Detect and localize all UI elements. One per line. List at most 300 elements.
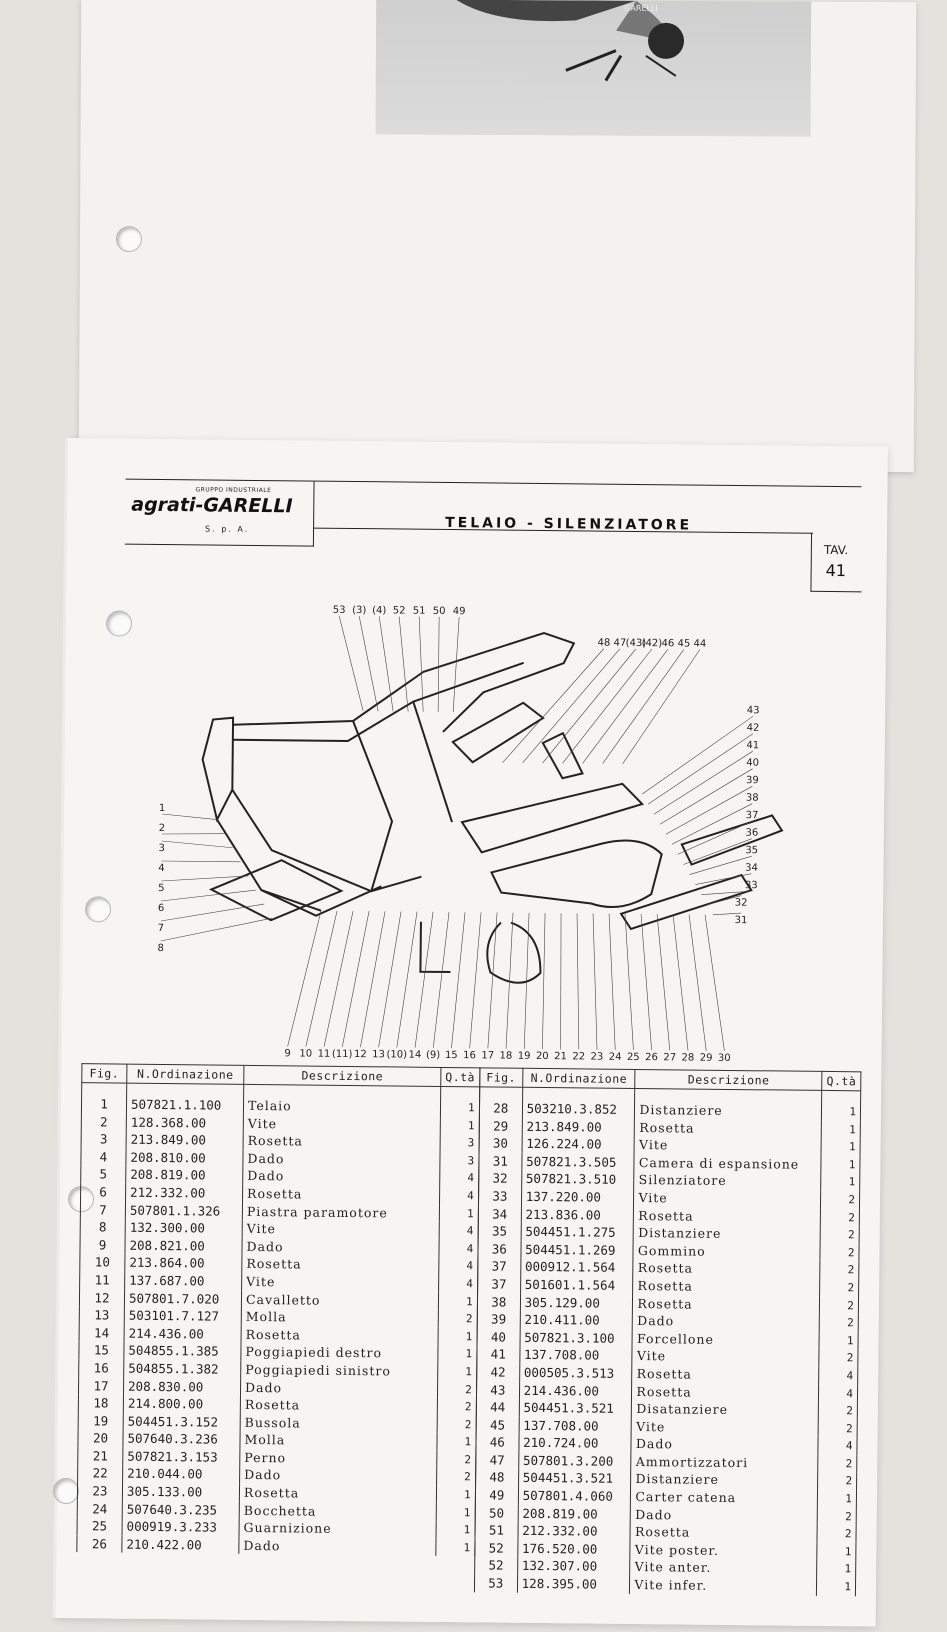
callout-label: 32 — [734, 897, 748, 909]
callout-label: 42 — [746, 722, 760, 734]
ordinazione-cell: 213.864.00 — [125, 1254, 242, 1273]
descrizione-cell: Dado — [239, 1537, 436, 1557]
ordinazione-cell: 507821.3.100 — [520, 1328, 633, 1347]
callout-label: 28 — [681, 1052, 695, 1064]
qta-cell: 1 — [438, 1328, 477, 1346]
callout-label: (43) — [625, 637, 647, 650]
col-descrizione: Descrizione — [635, 1069, 822, 1090]
callout-label: 14 — [408, 1049, 422, 1061]
callout-label: 40 — [746, 757, 760, 769]
descrizione-cell: Vite — [632, 1347, 819, 1367]
descrizione-cell: Rosetta — [633, 1277, 820, 1297]
qta-cell: 1 — [821, 1121, 860, 1139]
qta-cell: 4 — [439, 1222, 478, 1240]
ordinazione-cell: 501601.1.564 — [520, 1276, 633, 1295]
qta-cell: 1 — [440, 1086, 479, 1116]
callout-label: 45 — [677, 638, 691, 650]
qta-cell: 2 — [819, 1314, 858, 1332]
callout-label: 38 — [745, 792, 759, 804]
qta-cell: 1 — [439, 1204, 478, 1222]
callout-leader — [603, 649, 684, 765]
ordinazione-cell: 210.044.00 — [123, 1465, 240, 1484]
descrizione-cell: Rosetta — [632, 1365, 819, 1385]
qta-cell: 2 — [437, 1416, 476, 1434]
parts-table-right — [474, 1067, 861, 1596]
motorcycle-image — [376, 0, 812, 137]
ordinazione-cell: 504451.3.521 — [518, 1469, 631, 1488]
qta-cell: 2 — [817, 1508, 856, 1526]
callout-label: (9) — [426, 1049, 441, 1061]
qta-cell: 1 — [437, 1433, 476, 1451]
callout-label: 39 — [746, 775, 759, 787]
callout-leader — [161, 889, 256, 902]
fig-cell: 1 — [81, 1083, 126, 1114]
callout-label: 37 — [745, 810, 759, 822]
fig-cell: 24 — [77, 1500, 122, 1518]
qta-cell: 1 — [821, 1173, 860, 1191]
descrizione-cell: Vite anter. — [630, 1558, 817, 1578]
callout-label: 22 — [572, 1051, 586, 1063]
ordinazione-cell: 213.849.00 — [522, 1117, 635, 1136]
fig-cell: 22 — [78, 1465, 123, 1483]
table-row — [474, 1574, 855, 1596]
callout-leader — [358, 616, 379, 711]
descrizione-cell: Dado — [631, 1506, 818, 1526]
callout-leader — [161, 903, 264, 922]
callout-label: 10 — [299, 1048, 313, 1060]
callout-label: 48 — [597, 637, 611, 649]
diagram-callouts — [156, 603, 760, 1064]
ordinazione-cell: 176.520.00 — [517, 1540, 630, 1559]
fig-cell: 10 — [80, 1254, 125, 1272]
qta-cell: 1 — [438, 1292, 477, 1310]
fig-cell: 7 — [80, 1201, 125, 1219]
parts-table — [76, 1063, 862, 1631]
fig-cell: 15 — [79, 1341, 124, 1359]
callout-label: 7 — [157, 922, 165, 935]
qta-cell: 4 — [440, 1169, 479, 1187]
descrizione-cell: Cavalletto — [241, 1290, 438, 1310]
ordinazione-cell: 137.708.00 — [519, 1416, 632, 1435]
callout-label: 25 — [626, 1051, 640, 1064]
table-row — [479, 1087, 860, 1121]
descrizione-cell: Disatanziere — [632, 1400, 819, 1420]
qta-cell: 1 — [436, 1504, 475, 1522]
callout-leader — [608, 914, 617, 1050]
callout-leader — [704, 915, 726, 1051]
ordinazione-cell: 504451.1.269 — [521, 1241, 634, 1260]
fig-cell: 12 — [79, 1289, 124, 1307]
callout-leader — [162, 814, 217, 820]
callout-label: 6 — [157, 902, 165, 915]
fig-cell: 46 — [476, 1434, 519, 1452]
qta-cell: 2 — [437, 1380, 476, 1398]
ordinazione-cell: 507640.3.236 — [123, 1430, 240, 1449]
ordinazione-cell: 214.436.00 — [124, 1324, 241, 1343]
callout-label: (4) — [372, 605, 387, 617]
ordinazione-cell: 507821.3.510 — [521, 1170, 634, 1189]
descrizione-cell: Poggiapiedi destro — [241, 1343, 438, 1363]
callout-label: (42) — [641, 638, 663, 650]
fig-cell: 39 — [477, 1310, 520, 1328]
logo-group-text: GRUPPO INDUSTRIALE — [195, 486, 272, 495]
page-title: TELAIO - SILENZIATORE — [445, 514, 693, 534]
callout-leader — [640, 914, 653, 1050]
qta-cell: 2 — [818, 1472, 857, 1490]
descrizione-cell: Vite — [632, 1418, 819, 1438]
qta-cell: 2 — [820, 1261, 859, 1279]
callout-label: 24 — [608, 1051, 622, 1063]
callout-leader — [162, 841, 233, 848]
descrizione-cell: Bocchetta — [239, 1502, 436, 1522]
col-fig: Fig. — [480, 1068, 523, 1087]
logo-name: agrati-GARELLI — [131, 493, 293, 518]
callout-leader — [397, 911, 417, 1047]
callout-label: 20 — [535, 1050, 549, 1063]
callout-label: 49 — [452, 606, 466, 618]
ordinazione-cell: 210.724.00 — [519, 1434, 632, 1453]
fig-cell: 16 — [79, 1359, 124, 1377]
callout-leader — [623, 649, 700, 765]
exploded-diagram — [120, 589, 861, 1067]
callout-leader — [451, 912, 465, 1048]
callout-label: 27 — [663, 1052, 677, 1064]
callout-label: 34 — [745, 862, 758, 874]
descrizione-cell: Vite — [242, 1220, 439, 1240]
fig-cell: 3 — [81, 1130, 126, 1148]
qta-cell: 2 — [820, 1226, 859, 1244]
descrizione-cell: Dado — [240, 1378, 437, 1398]
callout-label: 53 — [332, 604, 346, 616]
fig-cell: 49 — [475, 1486, 518, 1504]
descrizione-cell: Rosetta — [632, 1382, 819, 1402]
fig-cell: 41 — [477, 1346, 520, 1364]
callout-leader — [324, 911, 353, 1047]
qta-cell: 1 — [436, 1521, 475, 1539]
fig-cell: 37 — [478, 1258, 521, 1276]
qta-cell: 2 — [437, 1398, 476, 1416]
descrizione-cell: Silenziatore — [634, 1171, 821, 1191]
ordinazione-cell: 000505.3.513 — [519, 1364, 632, 1383]
qta-cell: 2 — [820, 1279, 859, 1297]
table-row — [77, 1535, 475, 1557]
ordinazione-cell: 507801.7.020 — [124, 1289, 241, 1308]
fig-cell: 51 — [475, 1522, 518, 1540]
descrizione-cell: Ammortizzatori — [631, 1453, 818, 1473]
ordinazione-cell: 128.395.00 — [517, 1575, 630, 1594]
callout-leader — [523, 648, 620, 764]
descrizione-cell: Camera di espansione — [634, 1154, 821, 1174]
callout-leader — [288, 910, 321, 1046]
qta-cell: 1 — [436, 1539, 475, 1557]
fig-cell: 33 — [478, 1187, 521, 1205]
callout-label: 36 — [745, 827, 759, 839]
ordinazione-cell: 132.307.00 — [517, 1557, 630, 1576]
right-table-body — [474, 1087, 860, 1596]
descrizione-cell: Rosetta — [243, 1132, 440, 1152]
callout-leader — [656, 914, 672, 1050]
ordinazione-cell: 503210.3.852 — [522, 1087, 635, 1118]
callout-leader — [660, 768, 753, 825]
callout-leader — [379, 911, 401, 1047]
ordinazione-cell: 212.332.00 — [518, 1522, 631, 1541]
callout-label: 9 — [284, 1048, 291, 1060]
tav-label: TAV. — [823, 542, 849, 558]
callout-leader — [360, 911, 385, 1047]
fig-cell: 14 — [79, 1324, 124, 1342]
fig-cell: 26 — [77, 1535, 122, 1553]
ordinazione-cell: 208.819.00 — [518, 1504, 631, 1523]
callout-label: 12 — [353, 1049, 367, 1061]
qta-cell: 4 — [439, 1187, 478, 1205]
callout-label: 33 — [744, 880, 758, 892]
callout-leader — [398, 616, 409, 711]
qta-cell: 1 — [818, 1490, 857, 1508]
descrizione-cell: Rosetta — [242, 1255, 439, 1275]
col-qta: Q.tà — [441, 1067, 480, 1086]
fig-cell: 28 — [479, 1087, 522, 1118]
fig-cell: 11 — [80, 1271, 125, 1289]
fig-cell: 17 — [78, 1377, 123, 1395]
descrizione-cell: Molla — [240, 1431, 437, 1451]
ordinazione-cell: 305.133.00 — [122, 1483, 239, 1502]
descrizione-cell: Molla — [241, 1308, 438, 1328]
fig-cell: 20 — [78, 1429, 123, 1447]
fig-cell: 18 — [78, 1394, 123, 1412]
descrizione-cell: Dado — [243, 1167, 440, 1187]
descrizione-cell: Telaio — [243, 1084, 440, 1116]
descrizione-cell: Rosetta — [633, 1259, 820, 1279]
descrizione-cell: Rosetta — [240, 1396, 437, 1416]
ordinazione-cell: 507801.4.060 — [518, 1487, 631, 1506]
ordinazione-cell: 507821.3.153 — [123, 1448, 240, 1467]
descrizione-cell: Vite — [634, 1136, 821, 1156]
ordinazione-cell: 507821.1.100 — [126, 1083, 243, 1114]
qta-cell: 2 — [437, 1451, 476, 1469]
descrizione-cell: Rosetta — [241, 1326, 438, 1346]
callout-label: 1 — [158, 802, 166, 815]
descrizione-cell: Rosetta — [243, 1185, 440, 1205]
ordinazione-cell: 208.821.00 — [125, 1236, 242, 1255]
callout-leader — [433, 912, 449, 1048]
qta-cell: 2 — [818, 1420, 857, 1438]
descrizione-cell: Dado — [242, 1238, 439, 1258]
fig-cell: 44 — [476, 1398, 519, 1416]
ordinazione-cell: 507801.3.200 — [518, 1452, 631, 1471]
fig-cell: 4 — [81, 1148, 126, 1166]
callout-leader — [576, 913, 581, 1049]
descrizione-cell: Vite — [242, 1273, 439, 1293]
ordinazione-cell: 212.332.00 — [126, 1184, 243, 1203]
ordinazione-cell: 504855.1.385 — [124, 1342, 241, 1361]
callout-label: 26 — [645, 1052, 658, 1064]
ordinazione-cell: 000912.1.564 — [520, 1258, 633, 1277]
callout-leader — [654, 750, 753, 815]
callout-leader — [624, 914, 635, 1050]
ordinazione-cell: 507801.1.326 — [125, 1201, 242, 1220]
fig-cell: 43 — [476, 1381, 519, 1399]
callout-label: 5 — [158, 882, 165, 895]
qta-cell: 2 — [819, 1402, 858, 1420]
ordinazione-cell: 126.224.00 — [522, 1135, 635, 1154]
callout-label: 17 — [481, 1050, 495, 1062]
punch-hole — [53, 1478, 79, 1504]
qta-cell: 2 — [821, 1191, 860, 1209]
callout-label: 31 — [734, 915, 748, 927]
descrizione-cell: Vite — [634, 1189, 821, 1209]
col-fig: Fig. — [82, 1064, 127, 1083]
qta-cell: 1 — [438, 1345, 477, 1363]
fig-cell: 13 — [79, 1306, 124, 1324]
fig-cell: 36 — [478, 1240, 521, 1258]
callout-leader — [672, 914, 690, 1050]
callout-label: 43 — [746, 705, 760, 717]
callout-label: 23 — [590, 1051, 604, 1063]
qta-cell: 2 — [821, 1208, 860, 1226]
callout-leader — [592, 914, 599, 1050]
fig-cell: 23 — [77, 1482, 122, 1500]
ordinazione-cell: 210.422.00 — [122, 1535, 239, 1554]
ordinazione-cell: 213.849.00 — [126, 1131, 243, 1150]
fig-cell: 5 — [81, 1166, 126, 1184]
fig-cell: 29 — [479, 1117, 522, 1135]
descrizione-cell: Forcellone — [632, 1330, 819, 1350]
descrizione-cell: Dado — [243, 1150, 440, 1170]
descrizione-cell: Dado — [631, 1435, 818, 1455]
motorcycle-photo — [376, 0, 812, 137]
fig-cell: 34 — [478, 1205, 521, 1223]
ordinazione-cell: 504451.3.152 — [123, 1412, 240, 1431]
ordinazione-cell: 208.830.00 — [123, 1377, 240, 1396]
photo-brand-label: GARELLI — [624, 3, 658, 13]
left-table-body — [77, 1083, 480, 1557]
callout-leader — [342, 911, 369, 1047]
parts-sheet — [56, 438, 888, 1627]
qta-cell: 1 — [819, 1332, 858, 1350]
fig-cell: 42 — [477, 1363, 520, 1381]
table-number-box — [810, 533, 862, 593]
tav-number: 41 — [825, 560, 847, 581]
callout-label: 11 — [317, 1048, 331, 1060]
ordinazione-cell: 137.220.00 — [521, 1188, 634, 1207]
descrizione-cell: Dado — [633, 1312, 820, 1332]
qta-cell: 1 — [436, 1486, 475, 1504]
qta-cell: 2 — [819, 1349, 858, 1367]
callout-label: 13 — [372, 1049, 385, 1061]
ordinazione-cell: 507821.3.505 — [522, 1153, 635, 1172]
descrizione-cell: Vite poster. — [630, 1541, 817, 1561]
callout-label: 52 — [392, 605, 406, 617]
qta-cell: 2 — [820, 1296, 859, 1314]
descrizione-cell: Rosetta — [635, 1119, 822, 1139]
ordinazione-cell: 504451.3.521 — [519, 1399, 632, 1418]
punch-hole — [85, 896, 111, 922]
ordinazione-cell: 000919.3.233 — [122, 1518, 239, 1537]
ordinazione-cell: 137.708.00 — [520, 1346, 633, 1365]
callout-leader — [684, 838, 752, 865]
col-qta: Q.tà — [822, 1071, 861, 1090]
callout-label: 19 — [517, 1050, 531, 1062]
callout-leader — [560, 913, 562, 1049]
fig-cell: 47 — [476, 1451, 519, 1469]
qta-cell: 1 — [822, 1090, 861, 1120]
descrizione-cell: Distanziere — [631, 1470, 818, 1490]
callout-leader — [438, 617, 439, 712]
callout-leader — [415, 912, 433, 1048]
descrizione-cell: Rosetta — [239, 1484, 436, 1504]
callout-label: 50 — [432, 605, 446, 617]
qta-cell: 1 — [440, 1117, 479, 1135]
qta-cell: 4 — [439, 1240, 478, 1258]
descrizione-cell: Rosetta — [634, 1207, 821, 1227]
fig-cell: 45 — [476, 1416, 519, 1434]
fig-cell: 8 — [80, 1218, 125, 1236]
callout-leader — [306, 911, 337, 1047]
qta-cell: 1 — [821, 1138, 860, 1156]
qta-cell: 1 — [817, 1578, 856, 1596]
frame-exhaust-diagram — [120, 589, 861, 1067]
qta-cell: 4 — [819, 1384, 858, 1402]
callout-label: 30 — [717, 1052, 731, 1064]
qta-cell: 4 — [439, 1275, 478, 1293]
fig-cell: 52 — [475, 1539, 518, 1557]
callout-leader — [162, 833, 225, 835]
callout-label: 21 — [554, 1051, 567, 1063]
fig-cell: 19 — [78, 1412, 123, 1430]
punch-hole — [116, 226, 142, 252]
fig-cell: 9 — [80, 1236, 125, 1254]
ordinazione-cell: 503101.7.127 — [124, 1307, 241, 1326]
callout-label: 44 — [693, 638, 707, 650]
fig-cell: 53 — [474, 1574, 517, 1592]
callout-leader — [563, 648, 652, 764]
callout-label: 29 — [699, 1052, 713, 1064]
descrizione-cell: Distanziere — [634, 1224, 821, 1244]
descrizione-cell: Gommino — [633, 1242, 820, 1262]
sheet-header — [124, 479, 861, 598]
fig-cell: 35 — [478, 1222, 521, 1240]
parts-table-left — [76, 1063, 480, 1557]
descrizione-cell: Bussola — [240, 1414, 437, 1434]
callout-label: 35 — [745, 845, 759, 857]
col-ordinazione: N.Ordinazione — [127, 1064, 244, 1084]
callout-leader — [688, 915, 708, 1051]
fig-cell: 40 — [477, 1328, 520, 1346]
callout-label: 8 — [157, 942, 164, 955]
descrizione-cell: Poggiapiedi sinistro — [241, 1361, 438, 1381]
callout-label: 46 — [661, 638, 675, 650]
ordinazione-cell: 213.836.00 — [521, 1205, 634, 1224]
ordinazione-cell: 208.819.00 — [126, 1166, 243, 1185]
callout-label: (3) — [352, 604, 367, 617]
callout-label: 16 — [463, 1050, 476, 1062]
ordinazione-cell: 504451.1.275 — [521, 1223, 634, 1242]
qta-cell: 4 — [439, 1257, 478, 1275]
fig-cell: 52 — [475, 1557, 518, 1575]
descrizione-cell: Guarnizione — [239, 1519, 436, 1539]
fig-cell: 37 — [478, 1275, 521, 1293]
descrizione-cell: Dado — [240, 1466, 437, 1486]
callout-leader — [642, 715, 753, 795]
ordinazione-cell: 132.300.00 — [125, 1219, 242, 1238]
qta-cell: 2 — [438, 1310, 477, 1328]
ordinazione-cell: 507640.3.235 — [122, 1500, 239, 1519]
callout-label: (10) — [386, 1049, 408, 1061]
callout-label: 4 — [158, 862, 165, 875]
fig-cell: 21 — [78, 1447, 123, 1465]
top-sheet — [79, 0, 916, 472]
qta-cell: 3 — [440, 1134, 479, 1152]
